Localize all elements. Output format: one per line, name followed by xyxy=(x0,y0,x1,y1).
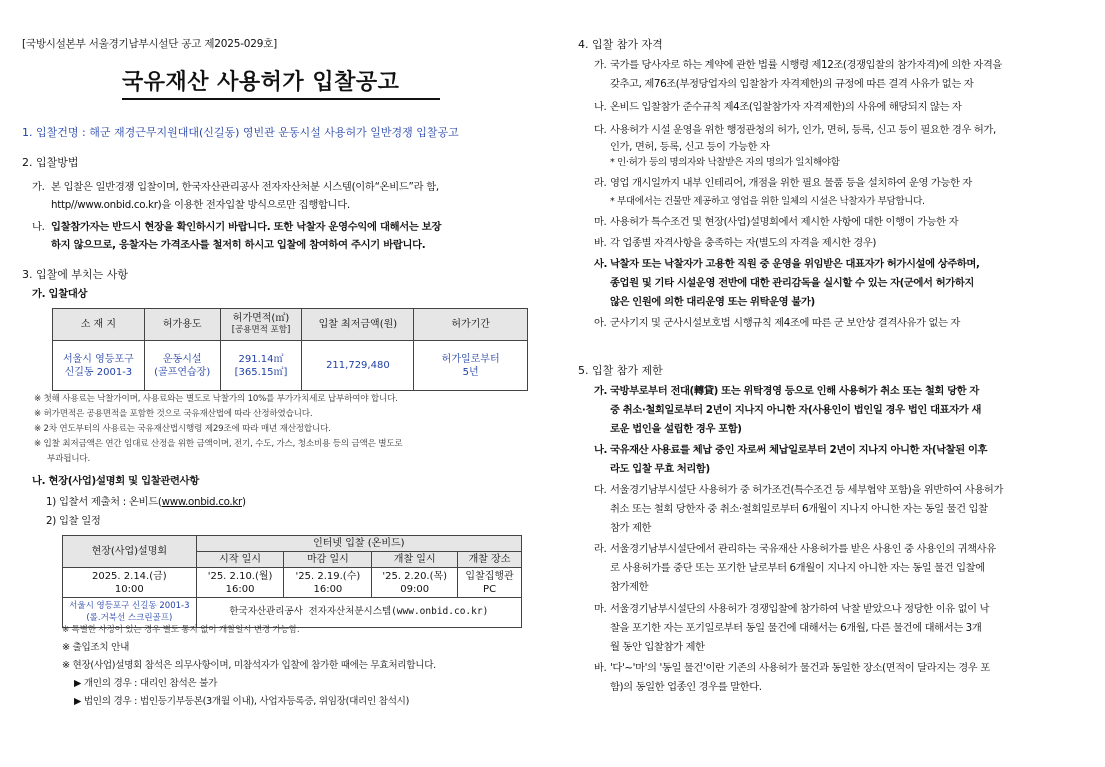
cell-briefing-date: 2025. 2.14.(금) 10:00 xyxy=(63,568,197,598)
cell-usage: 운동시설 (골프연습장) xyxy=(144,341,220,391)
s5-item: 찰을 포기한 자는 포기일로부터 동일 물건에 대해서는 6개월, 다른 물건에 대해서는 3개 xyxy=(610,621,982,634)
cell-area: 291.14㎡ [365.15㎡] xyxy=(220,341,302,391)
section-3-title: 3. 입찰에 부치는 사항 xyxy=(22,268,128,281)
section-5-list xyxy=(594,382,1094,697)
s5-item: 참가제한 xyxy=(610,581,649,594)
th-usage: 허가용도 xyxy=(144,309,220,341)
s5-item: 월 동안 입찰참가 제한 xyxy=(610,640,705,653)
s5-item: 취소 또는 철회 당한자 중 취소·철회일로부터 6개월이 지나지 아니한 자는 동일 물건 입찰 xyxy=(610,503,988,516)
onbid-link[interactable]: www.onbid.co.kr xyxy=(161,496,242,508)
th-location: 소 재 지 xyxy=(53,309,145,341)
section-2-title: 2. 입찰방법 xyxy=(22,156,79,169)
note-schedule-change: ※ 특별한 사정이 있는 경우 별도 통지 없이 개찰일시 변경 가능함. xyxy=(62,625,300,635)
section-4-title: 4. 입찰 참가 자격 xyxy=(578,38,663,51)
note-access: ※ 출입조치 안내 xyxy=(62,642,130,653)
s4-item: 종업원 및 기타 시설운영 전반에 대한 관리감독을 실시할 수 있는 자(군에서 허가하지 xyxy=(610,276,974,289)
s5-item: 다. 서울경기남부시설단 사용허가 중 허가조건(특수조건 등 세부협약 포함)을 위반하여 사용허가 xyxy=(594,484,1003,497)
s5-item: 마. 서울경기남부시설단의 사용허가 경쟁입찰에 참가하여 낙찰 받았으나 정당한 이유 없이 낙 xyxy=(594,602,990,615)
s2b-label: 나. xyxy=(32,221,45,233)
s2a-line1: 본 입찰은 일반경쟁 입찰이며, 한국자산관리공사 전자자산처분 시스템(이하“온비드”라 함, xyxy=(51,181,439,193)
th-period: 허가기간 xyxy=(414,309,528,341)
cell-system: 한국자산관리공사 전자자산처분시스템(www.onbid.co.kr) xyxy=(196,598,521,628)
th-open: 개찰 일시 xyxy=(372,552,458,568)
th-min-price: 입찰 최저금액(원) xyxy=(302,309,414,341)
s4-item: 않은 인원에 의한 대리운영 또는 위탁운영 불가) xyxy=(610,295,815,308)
s5-item: 참가 제한 xyxy=(610,522,652,535)
note-corporate: ▶ 법인의 경우 : 법인등기부등본(3개월 이내), 사업자등록증, 위임장(대리인 참석시) xyxy=(74,696,410,707)
cell-end: '25. 2.19.(수) 16:00 xyxy=(284,568,372,598)
s4-item: 다. 사용허가 시설 운영을 위한 행정관청의 허가, 인가, 면허, 등록, 신고 등이 필요한 경우 허가, xyxy=(594,124,996,137)
bid-target-table xyxy=(52,308,528,391)
s4-item: 라. 영업 개시일까지 내부 인테리어, 개점을 위한 필요 물품 등을 설치하여 운영 가능한 자 xyxy=(594,177,972,190)
cell-location: 서울시 영등포구 신길동 2001-3 xyxy=(53,341,145,391)
s4-item: * 부대에서는 건물만 제공하고 영업을 위한 일체의 시설은 낙찰자가 부담합니다. xyxy=(610,196,925,208)
section-4-list xyxy=(594,56,1094,333)
s4-item: * 인·허가 등의 명의자와 낙찰받은 자의 명의가 일치해야함 xyxy=(610,156,840,168)
s4-item: 가. 국가를 당사자로 하는 계약에 관한 법률 시행령 제12조(경쟁입찰의 참가자격)에 의한 자격을 xyxy=(594,59,1002,71)
note-briefing-required: ※ 현장(사업)설명회 참석은 의무사항이며, 미참석자가 입찰에 참가한 때에는 무효처리합니다. xyxy=(62,660,436,671)
s2b-line2: 하지 않으므로, 응찰자는 가격조사를 철저히 하시고 입찰에 참여하여 주시기 바랍니다. xyxy=(51,239,426,251)
notice-number: [국방시설본부 서울경기남부시설단 공고 제2025-029호] xyxy=(22,38,278,50)
s5-item: 가. 국방부로부터 전대(轉貸) 또는 위탁경영 등으로 인해 사용허가 취소 또는 철회 당한 자 xyxy=(594,385,979,397)
page-title: 국유재산 사용허가 입찰공고 xyxy=(122,70,440,100)
th-end: 마감 일시 xyxy=(284,552,372,568)
s2b-line1: 입찰참가자는 반드시 현장을 확인하시기 바랍니다. 또한 낙찰자 운영수익에 대해서는 보장 xyxy=(51,221,442,233)
s5-item: 나. 국유재산 사용료를 체납 중인 자로써 체납일로부터 2년이 지나지 아니한 자(낙찰된 이후 xyxy=(594,444,988,457)
s5-item: 중 취소·철회일로부터 2년이 지나지 아니한 자(사용인이 법인일 경우 법인 대표자가 새 xyxy=(610,404,982,417)
note-individual: ▶ 개인의 경우 : 대리인 참석은 불가 xyxy=(74,678,218,689)
cell-period: 허가일로부터 5년 xyxy=(414,341,528,391)
s2a-line2: http//www.onbid.co.kr)을 이용한 전자입찰 방식으로만 집행합니다. xyxy=(51,199,350,211)
cell-briefing-location: 서울시 영등포구 신길동 2001-3 (롤.거북선 스크린골프) xyxy=(63,598,197,628)
section-1-title: 1. 입찰건명 : 해군 재경근무지원대대(신길동) 영빈관 운동시설 사용허가 일반경쟁 입찰공고 xyxy=(22,126,459,139)
th-start: 시작 일시 xyxy=(196,552,284,568)
th-area: 허가면적(㎡) [공용면적 포함] xyxy=(220,309,302,341)
th-internet-bid: 인터넷 입찰 (온비드) xyxy=(196,536,521,552)
notes-1: ※ 첫해 사용료는 낙찰가이며, 사용료와는 별도로 낙찰가의 10%를 부가가치세로 납부하여야 합니다. ※ 허가면적은 공용면적을 포함한 것으로 국유재산법에 따라 산정하였습니다. ※ 2차 연도부터의 사용료는 국유재산법시행령 제29조에 따라 매년 재산정합니다. ※ 입찰 최저금액은 연간 임대료 산정을 위한 금액이며, 전기, 수도, 가스, 청소비용 등의 금액은 별도로 부과됩니다. xyxy=(34,394,403,465)
s4-item: 바. 각 업종별 자격사항을 충족하는 자(별도의 자격을 제시한 경우) xyxy=(594,236,877,249)
th-briefing: 현장(사업)설명회 xyxy=(63,536,197,568)
cell-min-price: 211,729,480 xyxy=(302,341,414,391)
schedule-table xyxy=(62,535,522,628)
s3a-title: 가. 입찰대상 xyxy=(32,288,88,300)
s3b2-text: 2) 입찰 일정 xyxy=(46,515,101,527)
cell-place: 입찰집행관 PC xyxy=(458,568,522,598)
s3b-title: 나. 현장(사업)설명회 및 입찰관련사항 xyxy=(32,475,199,487)
s2a-label: 가. xyxy=(32,181,45,193)
s4-item: 아. 군사기지 및 군사시설보호법 시행규칙 제4조에 따른 군 보안상 결격사유가 없는 자 xyxy=(594,317,960,330)
s4-item: 나. 온비드 입찰참가 준수규칙 제4조(입찰참가자 자격제한)의 사유에 해당되지 않는 자 xyxy=(594,101,962,114)
cell-start: '25. 2.10.(월) 16:00 xyxy=(196,568,284,598)
s5-item: 라도 입찰 무효 처리함) xyxy=(610,463,710,476)
s4-item: 사. 낙찰자 또는 낙찰자가 고용한 직원 중 운영을 위임받은 대표자가 허가시설에 상주하며, xyxy=(594,257,980,270)
s4-item: 인가, 면허, 등록, 신고 등이 가능한 자 xyxy=(610,141,770,154)
s5-item: 바. '다'~'마'의 '동일 물건'이란 기존의 사용허가 물건과 동일한 장소(면적이 달라지는 경우 포 xyxy=(594,661,990,674)
th-place: 개찰 장소 xyxy=(458,552,522,568)
s5-item: 로운 법인을 설립한 경우 포함) xyxy=(610,423,742,436)
s4-item: 마. 사용허가 특수조건 및 현장(사업)설명회에서 제시한 사항에 대한 이행이 가능한 자 xyxy=(594,215,959,228)
s4-item: 갖추고, 제76조(부정당업자의 입찰참가 자격제한)의 규정에 따른 결격 사유가 없는 자 xyxy=(610,78,974,91)
s5-item: 함)의 동일한 업종인 경우를 말한다. xyxy=(610,680,762,693)
section-5-title: 5. 입찰 참가 제한 xyxy=(578,364,663,377)
cell-open: '25. 2.20.(목) 09:00 xyxy=(372,568,458,598)
s5-item: 라. 서울경기남부시설단에서 관리하는 국유재산 사용허가를 받은 사용인 중 사용인의 귀책사유 xyxy=(594,543,996,556)
s5-item: 로 사용허가를 중단 또는 포기한 날로부터 6개월이 지나지 아니한 자는 동일 물건 입찰에 xyxy=(610,562,985,575)
s3b1-text: 1) 입찰서 제출처 : 온비드(www.onbid.co.kr) xyxy=(46,496,246,508)
